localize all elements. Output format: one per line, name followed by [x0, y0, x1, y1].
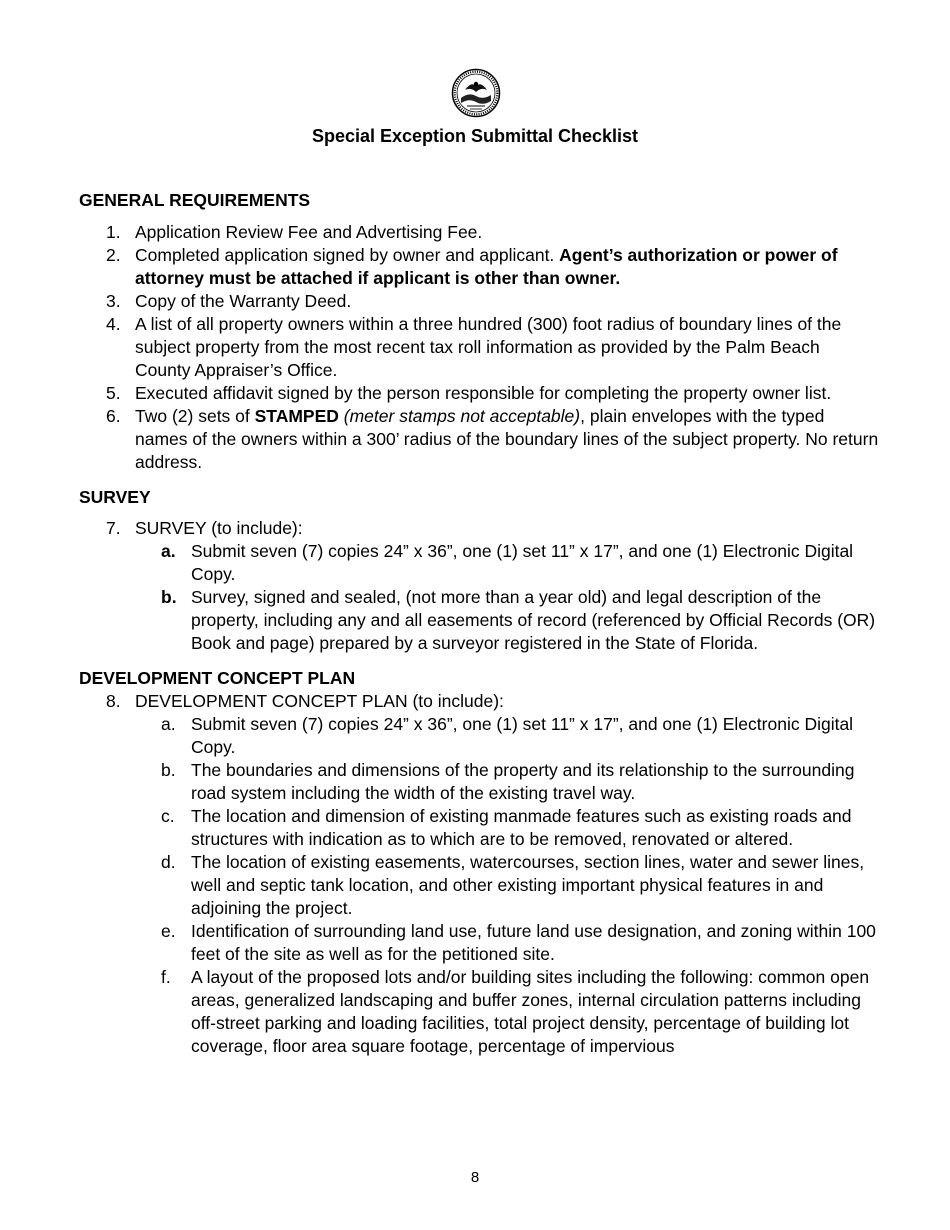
- item-italic-text: (meter stamps not acceptable): [343, 406, 581, 426]
- sublist-item: [79, 920, 879, 966]
- sublist-item: [79, 805, 879, 851]
- item-number: 8.: [106, 691, 121, 711]
- sublist-text: A layout of the proposed lots and/or building sites including the following: common open areas, generalized landscaping and buffer zones, internal circulation patterns including off-street parking and loading facilities, total project density, percentage of building lot coverage, floor area square footage, percentage of impervious: [191, 967, 870, 1056]
- sublist-item: [79, 851, 879, 920]
- concept-plan-sublist: [135, 713, 879, 1058]
- sublist-letter: d.: [161, 852, 176, 872]
- item-number: 2.: [106, 245, 121, 265]
- sublist-letter: a.: [161, 541, 176, 561]
- item-text: Application Review Fee and Advertising Fee.: [135, 222, 483, 242]
- sublist-text: The location of existing easements, watercourses, section lines, water and sewer lines, well and septic tank location, and other existing important physical features in and adjoining the project.: [191, 852, 865, 918]
- sublist-text: Survey, signed and sealed, (not more than a year old) and legal description of the property, including any and all easements of record (referenced by Official Records (OR) Book and page) prepared by a surveyor registered in the State of Florida.: [191, 587, 876, 653]
- sublist-letter: b.: [161, 587, 177, 607]
- item-text: Two (2) sets of: [135, 406, 255, 426]
- sublist-text: The location and dimension of existing manmade features such as existing roads and structures with indication as to which are to be removed, renovated or altered.: [191, 806, 852, 849]
- list-item: [79, 690, 879, 1058]
- item-number: 5.: [106, 383, 121, 403]
- sublist-item: [79, 966, 879, 1058]
- city-seal-logo: [451, 68, 501, 118]
- checklist-content: [79, 189, 879, 1058]
- list-item: [79, 313, 879, 382]
- sublist-item: [79, 759, 879, 805]
- item-number: 3.: [106, 291, 121, 311]
- list-item: [79, 517, 879, 655]
- list-item: [79, 221, 879, 244]
- sublist-letter: a.: [161, 714, 176, 734]
- sublist-item: [79, 540, 879, 586]
- item-bold-text: STAMPED: [254, 406, 339, 426]
- item-text: A list of all property owners within a three hundred (300) foot radius of boundary lines of the subject property from the most recent tax roll information as provided by the Palm Beach County Appraiser’s Office.: [135, 314, 842, 380]
- item-text: SURVEY (to include):: [135, 518, 303, 538]
- item-text: Completed application signed by owner and applicant.: [135, 245, 560, 265]
- item-number: 1.: [106, 222, 121, 242]
- survey-sublist: [135, 540, 879, 655]
- list-item: [79, 290, 879, 313]
- item-number: 4.: [106, 314, 121, 334]
- survey-list: [79, 517, 879, 655]
- list-item: [79, 244, 879, 290]
- list-item: [79, 405, 879, 474]
- item-text: Copy of the Warranty Deed.: [135, 291, 352, 311]
- survey-heading: SURVEY: [79, 487, 151, 507]
- page-number: 8: [470, 1169, 480, 1186]
- general-requirements-heading: GENERAL REQUIREMENTS: [79, 190, 311, 210]
- sublist-letter: b.: [161, 760, 176, 780]
- sublist-text: Submit seven (7) copies 24” x 36”, one (1) set 11” x 17”, and one (1) Electronic Digital Copy.: [191, 714, 854, 757]
- item-text-continued: , plain envelopes with the typed names of the owners within a 300’ radius of the boundary lines of the subject property. No return address.: [135, 406, 879, 472]
- sublist-letter: e.: [161, 921, 176, 941]
- general-requirements-list: [79, 221, 879, 474]
- item-text: Executed affidavit signed by the person responsible for completing the property owner list.: [135, 383, 832, 403]
- sublist-item: [79, 713, 879, 759]
- sublist-text: Identification of surrounding land use, future land use designation, and zoning within 100 feet of the site as well as for the petitioned site.: [191, 921, 876, 964]
- sublist-text: The boundaries and dimensions of the property and its relationship to the surrounding road system including the width of the existing travel way.: [191, 760, 855, 803]
- list-item: [79, 382, 879, 405]
- item-bold-text: Agent’s authorization or power of attorney must be attached if applicant is other than owner.: [135, 245, 838, 288]
- sublist-letter: c.: [161, 806, 175, 826]
- concept-plan-list: [79, 690, 879, 1058]
- sublist-item: [79, 586, 879, 655]
- item-number: 7.: [106, 518, 121, 538]
- page-title: Special Exception Submittal Checklist: [311, 126, 639, 146]
- concept-plan-heading: DEVELOPMENT CONCEPT PLAN: [79, 668, 356, 688]
- item-number: 6.: [106, 406, 121, 426]
- item-text: DEVELOPMENT CONCEPT PLAN (to include):: [135, 691, 504, 711]
- sublist-text: Submit seven (7) copies 24” x 36”, one (1) set 11” x 17”, and one (1) Electronic Digital Copy.: [191, 541, 854, 584]
- sublist-letter: f.: [161, 967, 171, 987]
